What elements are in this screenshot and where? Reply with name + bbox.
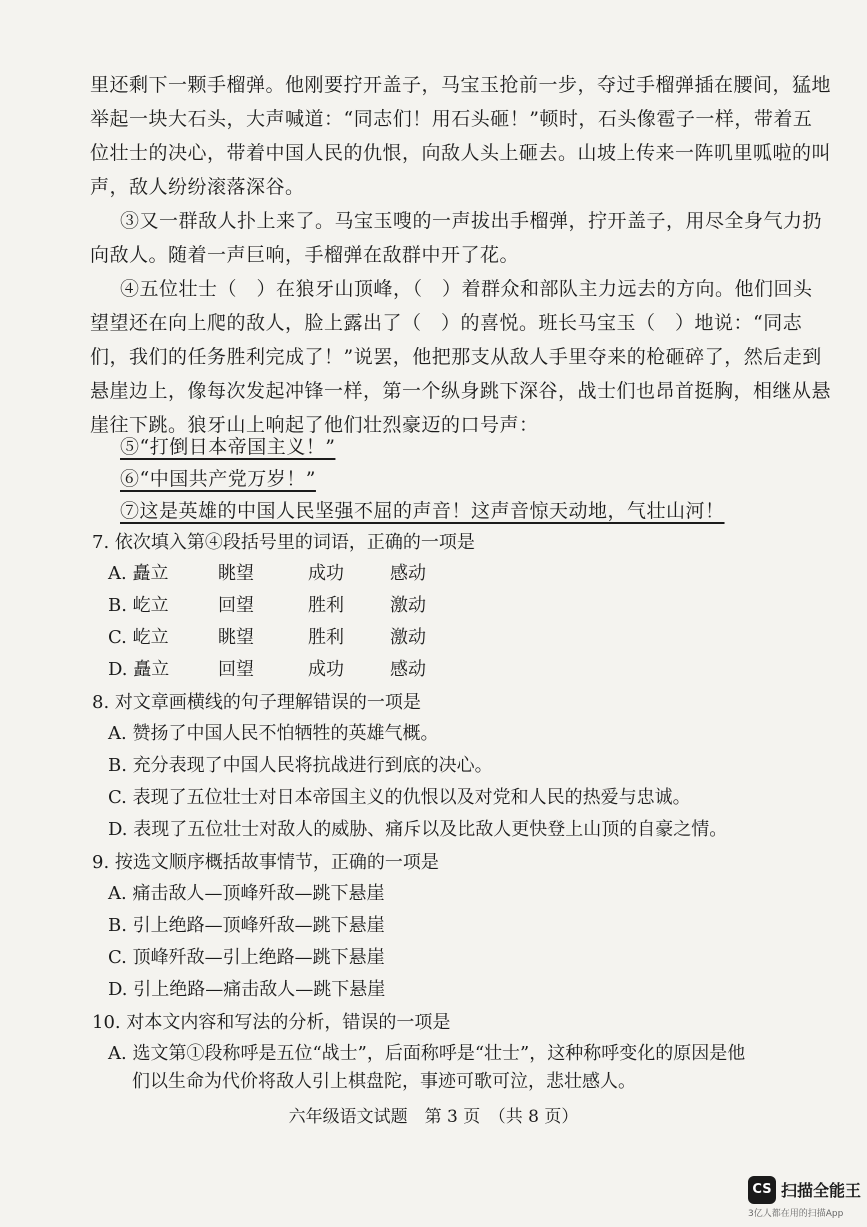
q8-option-b: B. 充分表现了中国人民将抗战进行到底的决心。 [108, 755, 493, 776]
q8-option-d: D. 表现了五位壮士对敌人的威胁、痛斥以及比敌人更快登上山顶的自豪之情。 [108, 819, 728, 840]
q9-option-d: D. 引上绝路—痛击敌人—跳下悬崖 [108, 979, 386, 1000]
passage-line: 位壮士的决心，带着中国人民的仇恨，向敌人头上砸去。山坡上传来一阵叽里呱啦的叫 [90, 142, 832, 164]
q9-option-a: A. 痛击敌人—顶峰歼敌—跳下悬崖 [108, 883, 385, 904]
page-footer: 六年级语文试题 第 3 页 （共 8 页） [288, 1107, 579, 1127]
passage-slogan [120, 430, 820, 464]
question-9-stem: 9. 按选文顺序概括故事情节，正确的一项是 [92, 852, 439, 873]
camscanner-logo-icon: CS [748, 1176, 776, 1204]
passage-line: 举起一块大石头，大声喊道：“同志们！用石头砸！”顿时，石头像雹子一样，带着五 [90, 108, 813, 130]
scanner-watermark [748, 1176, 862, 1220]
q10-option-a: A. 选文第①段称呼是五位“战士”，后面称呼是“壮士”，这种称呼变化的原因是他 [108, 1043, 746, 1064]
passage-line: 里还剩下一颗手榴弹。他刚要拧开盖子，马宝玉抢前一步，夺过手榴弹插在腰间，猛地 [90, 74, 832, 96]
passage-slogan [120, 494, 820, 528]
passage-line: 望望还在向上爬的敌人，脸上露出了（ ）的喜悦。班长马宝玉（ ）地说：“同志 [90, 312, 803, 334]
passage-line: 们，我们的任务胜利完成了！”说罢，他把那支从敌人手里夺来的枪砸碎了，然后走到 [90, 346, 822, 368]
passage-line: 悬崖边上，像每次发起冲锋一样，第一个纵身跳下深谷，战士们也昂首挺胸，相继从悬 [90, 380, 832, 402]
exam-page: 里还剩下一颗手榴弹。他刚要拧开盖子，马宝玉抢前一步，夺过手榴弹插在腰间，猛地 举起一块大石头，大声喊道：“同志们！用石头砸！”顿时，石头像雹子一样，带着五 位壮士的决心，带着中国人民的仇恨，向敌人头上砸去。山坡上传来一阵叽里呱啦的叫 声，敌人纷纷滚落深谷。 ③又一群敌人扑上来了。马宝玉嗖的一声拔出手榴弹，拧开盖子，用尽全身气力扔 向敌人。随着一声巨响，手榴弹在敌群中开了花。 ④五位壮士（ ）在狼牙山顶峰，（ ）着群众和部队主力远去的方向。他们回头 望望还在向上爬的敌人，脸上露出了（ ）的喜悦。班长马宝玉（ ）地说：“同志 们，我们的任务胜利完成了！”说罢，他把那支从敌人手里夺来的枪砸碎了，然后走到 悬崖边上，像每次发起冲锋一样，第一个纵身跳下深谷，战士们也昂首挺胸，相继从悬 崖往下跳。狼牙山上响起了他们壮烈豪迈的口号声： ⑤“打倒日本帝国主义！” ⑥“中国共产党万岁！” ⑦这是英雄的中国人民坚强不屈的声音！这声音惊天动地，气壮山河！ 7. 依次填入第④段括号里的词语，正确的一项是 A. 矗立 眺望 成功 感动 B. 屹立 回望 胜利 激动 C. 屹立 眺望 胜利 激动 D. 矗立 回望 成功 感动 8. 对文章画横线的句子理解错误的一项是 A. 赞扬了中国人民不怕牺牲的英雄气概。 B. 充分表现了中国人民将抗战进行到底的决心。 C. 表现了五位壮士对日本帝国主义的仇恨以及对党和人民的热爱与忠诚。 D. 表现了五位壮士对敌人的威胁、痛斥以及比敌人更快登上山顶的自豪之情。 9. 按选文顺序概括故事情节，正确的一项是 A. 痛击敌人—顶峰歼敌—跳下悬崖 B. 引上绝路—顶峰歼敌—跳下悬崖 C. 顶峰歼敌—引上绝路—跳下悬崖 D. 引上绝路—痛击敌人—跳下悬崖 10. 对本文内容和写法的分析，错误的一项是 A. 选文第①段称呼是五位“战士”，后面称呼是“壮士”，这种称呼变化的原因是他 们以生命为代价将敌人引上棋盘陀，事迹可歌可泣，悲壮感人。 六年级语文试题 第 3 页 （共 8 页） CS 扫描全能王 3亿人都在用的扫描App [0, 0, 867, 1227]
underlined-sentence: ⑥“中国共产党万岁！” [120, 468, 316, 490]
underlined-sentence: ⑦这是英雄的中国人民坚强不屈的声音！这声音惊天动地，气壮山河！ [120, 500, 725, 522]
passage-line: 声，敌人纷纷滚落深谷。 [90, 176, 305, 198]
watermark-tagline: 3亿人都在用的扫描App [748, 1209, 844, 1219]
q10-option-a-cont: 们以生命为代价将敌人引上棋盘陀，事迹可歌可泣，悲壮感人。 [132, 1071, 636, 1092]
question-10-stem: 10. 对本文内容和写法的分析，错误的一项是 [92, 1012, 451, 1033]
passage-line: 向敌人。随着一声巨响，手榴弹在敌群中开了花。 [90, 244, 520, 266]
question-8-stem: 8. 对文章画横线的句子理解错误的一项是 [92, 692, 421, 713]
passage-slogan [120, 462, 820, 496]
q8-option-a: A. 赞扬了中国人民不怕牺牲的英雄气概。 [108, 723, 439, 744]
q9-option-b: B. 引上绝路—顶峰歼敌—跳下悬崖 [108, 915, 385, 936]
q9-option-c: C. 顶峰歼敌—引上绝路—跳下悬崖 [108, 947, 385, 968]
passage-line: ④五位壮士（ ）在狼牙山顶峰，（ ）着群众和部队主力远去的方向。他们回头 [120, 278, 813, 300]
watermark-name: 扫描全能王 [781, 1181, 862, 1200]
passage-line: ③又一群敌人扑上来了。马宝玉嗖的一声拔出手榴弹，拧开盖子，用尽全身气力扔 [120, 210, 823, 232]
q8-option-c: C. 表现了五位壮士对日本帝国主义的仇恨以及对党和人民的热爱与忠诚。 [108, 787, 691, 808]
underlined-sentence: ⑤“打倒日本帝国主义！” [120, 436, 336, 458]
passage-line: 崖往下跳。狼牙山上响起了他们壮烈豪迈的口号声： [90, 414, 539, 436]
question-7-stem: 7. 依次填入第④段括号里的词语，正确的一项是 [92, 532, 475, 553]
